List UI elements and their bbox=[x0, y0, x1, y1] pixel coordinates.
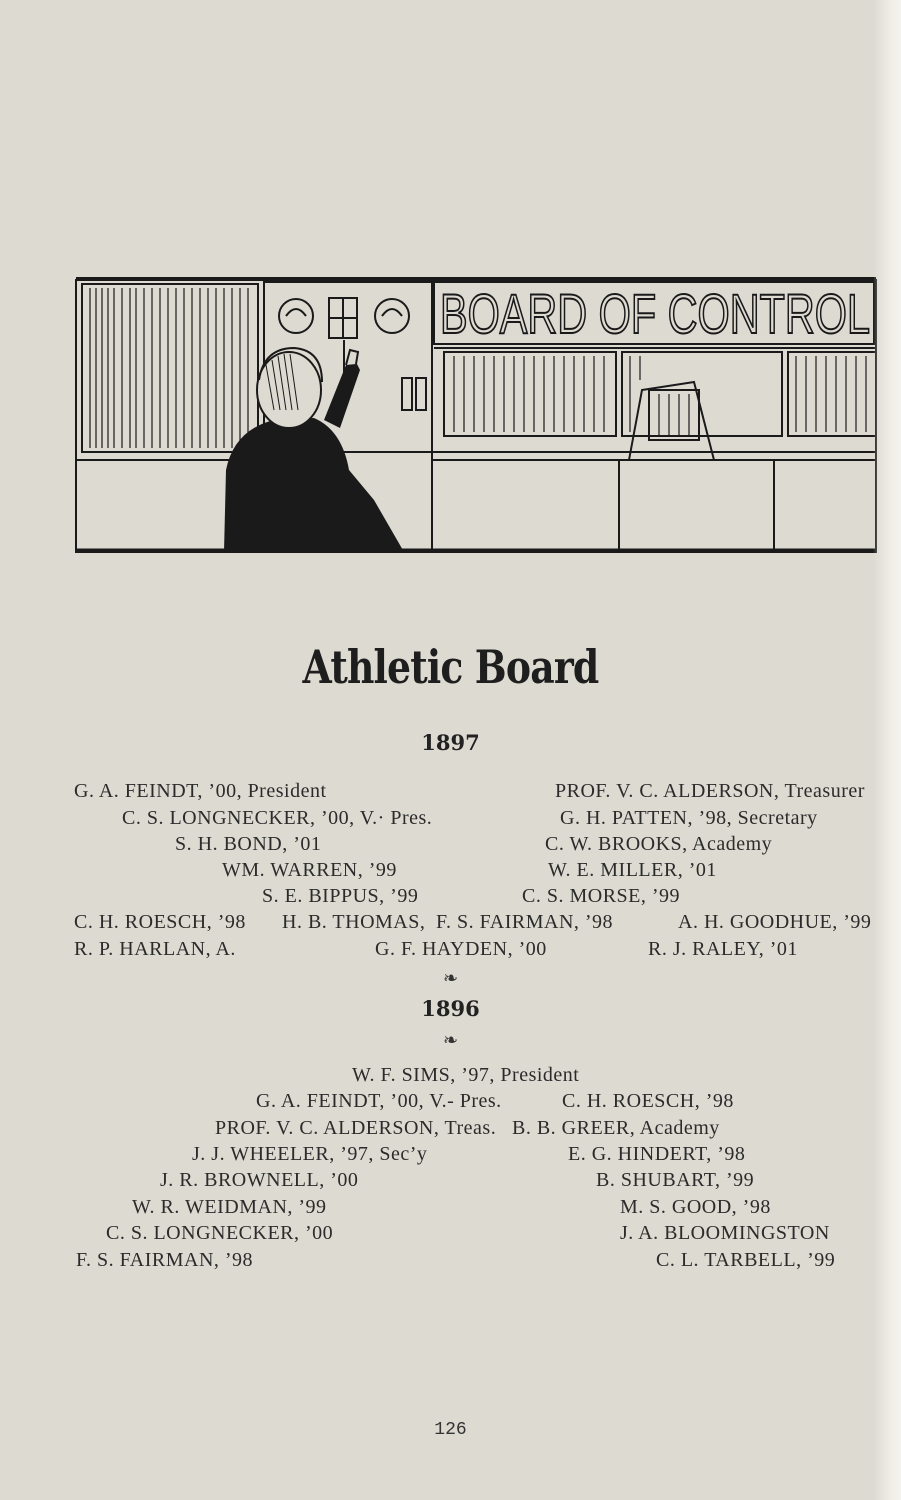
member-entry: E. G. HINDERT, ’98 bbox=[568, 1143, 746, 1165]
member-entry: C. H. ROESCH, ’98 bbox=[562, 1090, 734, 1112]
member-entry: F. S. FAIRMAN, ’98 bbox=[436, 911, 614, 933]
member-entry: M. S. GOOD, ’98 bbox=[620, 1196, 771, 1218]
year-heading-1897: 1897 bbox=[421, 730, 480, 755]
page-number: 126 bbox=[434, 1420, 467, 1440]
member-entry: C. S. MORSE, ’99 bbox=[522, 885, 681, 907]
page-edge bbox=[873, 0, 901, 1500]
member-entry: C. S. LONGNECKER, ’00 bbox=[106, 1222, 334, 1244]
member-entry: R. P. HARLAN, A. bbox=[74, 938, 236, 960]
member-entry: S. E. BIPPUS, ’99 bbox=[262, 885, 419, 907]
member-entry: WM. WARREN, ’99 bbox=[222, 859, 397, 881]
member-entry: C. L. TARBELL, ’99 bbox=[656, 1249, 836, 1271]
banner-text: BOARD OF CONTROL bbox=[440, 282, 870, 345]
board-of-control-illustration bbox=[74, 270, 879, 560]
member-entry: J. R. BROWNELL, ’00 bbox=[160, 1169, 359, 1191]
ornament-leaf-icon: ❧ bbox=[442, 968, 459, 988]
member-entry: R. J. RALEY, ’01 bbox=[648, 938, 798, 960]
member-entry: W. R. WEIDMAN, ’99 bbox=[132, 1196, 327, 1218]
member-entry: J. A. BLOOMINGSTON bbox=[620, 1222, 830, 1244]
member-entry: PROF. V. C. ALDERSON, Treas. bbox=[215, 1117, 497, 1139]
member-entry: G. H. PATTEN, ’98, Secretary bbox=[560, 807, 818, 829]
member-entry: W. E. MILLER, ’01 bbox=[548, 859, 717, 881]
member-entry: W. F. SIMS, ’97, President bbox=[352, 1064, 580, 1086]
member-entry: C. S. LONGNECKER, ’00, V.· Pres. bbox=[122, 807, 433, 829]
member-entry: C. W. BROOKS, Academy bbox=[545, 833, 773, 855]
member-entry: G. F. HAYDEN, ’00 bbox=[375, 938, 547, 960]
member-entry: PROF. V. C. ALDERSON, Treasurer bbox=[555, 780, 865, 802]
ornament-leaf-icon: ❧ bbox=[442, 1030, 459, 1050]
member-entry: A. H. GOODHUE, ’99 bbox=[678, 911, 872, 933]
member-entry: J. J. WHEELER, ’97, Sec’y bbox=[192, 1143, 428, 1165]
member-entry: S. H. BOND, ’01 bbox=[175, 833, 322, 855]
page-title: Athletic Board bbox=[302, 640, 599, 694]
member-entry: B. B. GREER, Academy bbox=[512, 1117, 720, 1139]
member-entry: G. A. FEINDT, ’00, President bbox=[74, 780, 327, 802]
member-entry: H. B. THOMAS, bbox=[282, 911, 426, 933]
year-heading-1896: 1896 bbox=[421, 996, 480, 1021]
member-entry: C. H. ROESCH, ’98 bbox=[74, 911, 246, 933]
member-entry: F. S. FAIRMAN, ’98 bbox=[76, 1249, 254, 1271]
member-entry: G. A. FEINDT, ’00, V.- Pres. bbox=[256, 1090, 502, 1112]
member-entry: B. SHUBART, ’99 bbox=[596, 1169, 755, 1191]
